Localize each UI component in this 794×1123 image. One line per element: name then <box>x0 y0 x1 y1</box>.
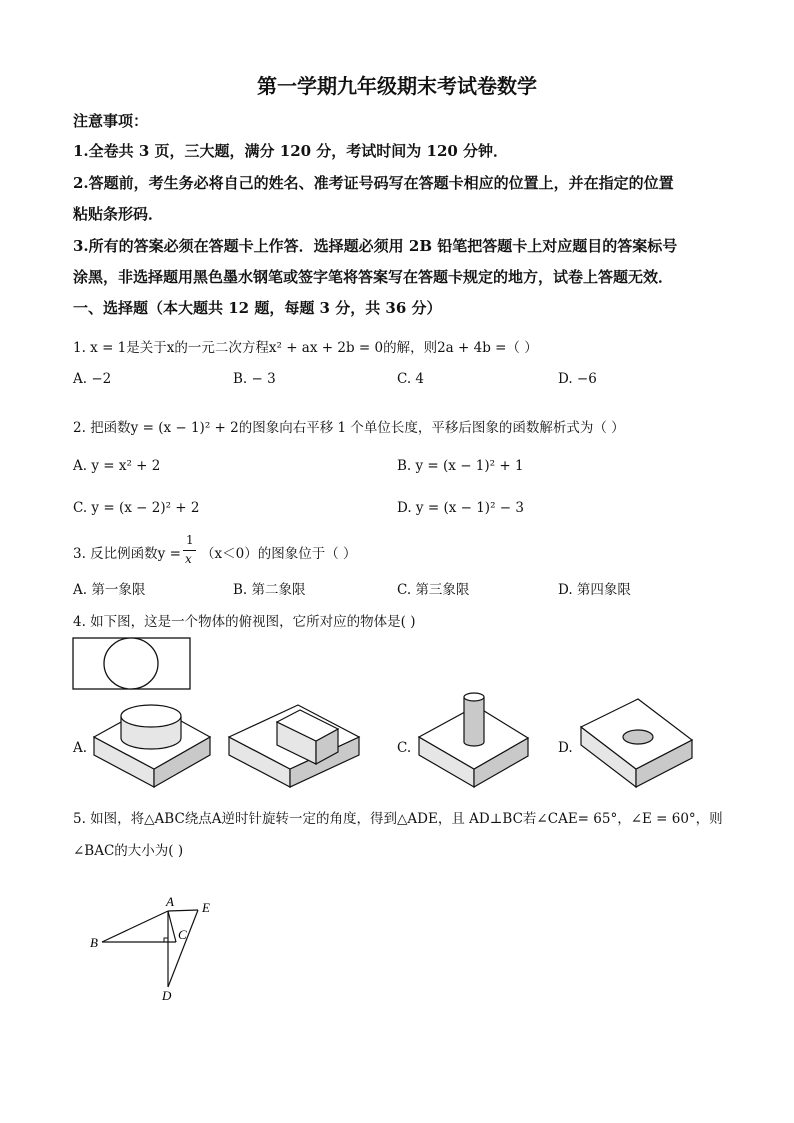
notice-item-1: 1.全卷共 3 页，三大题，满分 120 分，考试时间为 120 分钟． <box>73 142 509 160</box>
rotation-geometry-figure <box>84 890 224 1005</box>
top-view-figure <box>72 637 192 691</box>
question-1: 1. x = 1是关于x的一元二次方程x² + ax + 2b = 0的解，则2a + 4b =（ ） <box>73 340 538 356</box>
q1-option-c: C. 4 <box>397 371 425 387</box>
q2-option-d: D. y = (x − 1)² − 3 <box>397 500 524 516</box>
question-2: 2. 把函数y = (x − 1)² + 2的图象向右平移 1 个单位长度，平移后图象的函数解析式为（ ） <box>73 420 625 436</box>
notice-heading: 注意事项： <box>73 112 149 130</box>
label-c: C <box>178 927 187 942</box>
notice-item-3-line-2: 涂黑，非选择题用黑色墨水钢笔或签字笔将答案写在答题卡规定的地方，试卷上答题无效． <box>73 268 674 286</box>
question-5-line-1: 5. 如图，将△ABC绕点A逆时针旋转一定的角度，得到△ADE，且 AD⊥BC若∠CAE= 65°，∠E = 60°，则 <box>73 811 723 827</box>
solid-figure-b <box>226 697 364 789</box>
solid-figure-d <box>578 697 696 789</box>
notice-item-3-line-1: 3.所有的答案必须在答题卡上作答．选择题必须用 2B 铅笔把答题卡上对应题目的答案标号 <box>73 237 678 255</box>
q2-option-a: A. y = x² + 2 <box>73 458 161 474</box>
solid-figure-a <box>86 697 216 789</box>
question-3-prefix: 3. 反比例函数y = <box>73 546 181 562</box>
label-b: B <box>90 935 98 950</box>
q3-option-a: A. 第一象限 <box>73 582 146 598</box>
q3-option-c: C. 第三象限 <box>397 582 470 598</box>
label-e: E <box>202 900 210 915</box>
question-3-suffix: （x＜0）的图象位于（ ） <box>201 546 357 562</box>
q4-option-c: C. <box>397 740 412 756</box>
q2-option-c: C. y = (x − 2)² + 2 <box>73 500 200 516</box>
q2-option-b: B. y = (x − 1)² + 1 <box>397 458 524 474</box>
solid-figure-c <box>414 690 534 790</box>
page-title: 第一学期九年级期末考试卷数学 <box>257 74 537 98</box>
q3-fraction-denominator: x <box>185 552 192 566</box>
label-a: A <box>166 894 174 909</box>
notice-item-2-line-2: 粘贴条形码． <box>73 205 164 223</box>
q3-fraction-bar <box>183 550 196 551</box>
q4-option-a: A. <box>73 740 88 756</box>
q3-fraction-numerator: 1 <box>186 533 194 547</box>
question-4: 4. 如下图，这是一个物体的俯视图，它所对应的物体是( ) <box>73 614 416 630</box>
q3-option-b: B. 第二象限 <box>233 582 306 598</box>
label-d: D <box>162 988 172 1003</box>
question-5-line-2: ∠BAC的大小为( ) <box>73 843 184 859</box>
q1-option-b: B. − 3 <box>233 371 276 387</box>
q1-option-a: A. −2 <box>73 371 112 387</box>
notice-item-2-line-1: 2.答题前，考生务必将自己的姓名、准考证号码写在答题卡相应的位置上，并在指定的位置 <box>73 174 674 192</box>
q1-option-d: D. −6 <box>558 371 597 387</box>
section-heading: 一、选择题（本大题共 12 题，每题 3 分，共 36 分） <box>73 299 442 317</box>
q4-option-d: D. <box>558 740 573 756</box>
q3-option-d: D. 第四象限 <box>558 582 631 598</box>
